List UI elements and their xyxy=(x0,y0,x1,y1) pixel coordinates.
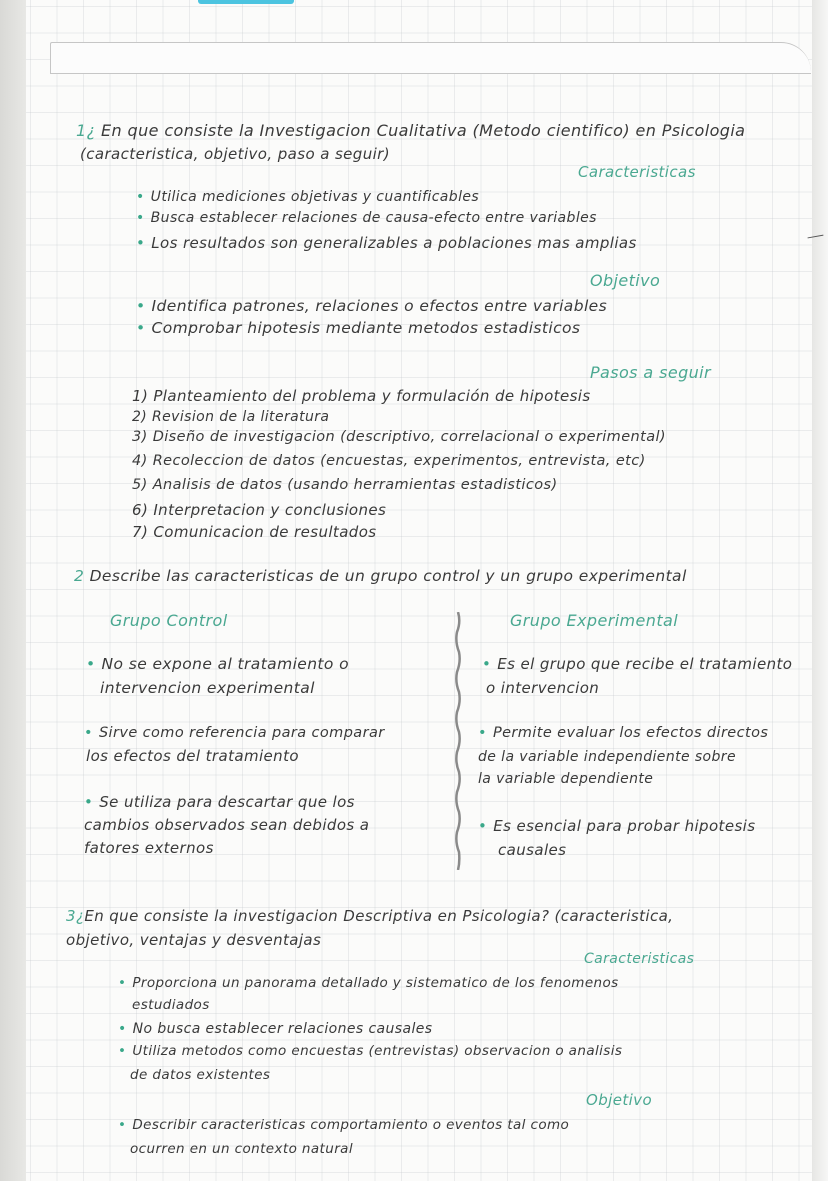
list-item-cont: de datos existentes xyxy=(130,1067,271,1083)
question-number: 1¿ xyxy=(76,121,96,140)
control-item-1 xyxy=(86,656,349,673)
list-item xyxy=(118,1022,432,1037)
control-item-3-cont: cambios observados sean debidos a xyxy=(84,816,370,834)
bullet-icon: • xyxy=(136,297,146,315)
experimental-item-1-cont: o intervencion xyxy=(486,679,600,697)
question-number: 2 xyxy=(74,567,85,585)
question-text: En que consiste la Investigacion Cualitativa (Metodo cientifico) en Psicologia xyxy=(100,121,746,140)
experimental-item-2-cont: la variable dependiente xyxy=(478,771,654,787)
experimental-item-3-cont: causales xyxy=(498,841,567,859)
question-text: Describe las caracteristicas de un grupo control y un grupo experimental xyxy=(89,567,687,585)
question-text: En que consiste la investigacion Descriptiva en Psicologia? (caracteristica, xyxy=(84,907,674,925)
step-item: 6) Interpretacion y conclusiones xyxy=(132,501,387,519)
list-item-text: No busca establecer relaciones causales xyxy=(132,1021,433,1037)
grupo-experimental-heading: Grupo Experimental xyxy=(510,611,679,630)
list-item-cont: ocurren en un contexto natural xyxy=(130,1141,353,1157)
list-item xyxy=(136,190,479,205)
step-item: 4) Recoleccion de datos (encuestas, experimentos, entrevista, etc) xyxy=(132,453,646,469)
list-item-cont: estudiados xyxy=(132,997,210,1013)
page-tab-marker xyxy=(198,0,294,4)
caracteristicas-heading: Caracteristicas xyxy=(578,163,696,181)
question-3-line-2: objetivo, ventajas y desventajas xyxy=(66,931,322,949)
pasos-heading: Pasos a seguir xyxy=(590,363,711,382)
list-item-text: Es el grupo que recibe el tratamiento xyxy=(497,655,793,673)
list-item-text: Utiliza metodos como encuestas (entrevistas) observacion o analisis xyxy=(132,1043,623,1059)
list-item-text: Permite evaluar los efectos directos xyxy=(492,725,769,741)
bullet-icon: • xyxy=(136,189,145,205)
experimental-item-1 xyxy=(482,656,792,673)
bullet-icon: • xyxy=(118,975,127,991)
list-item xyxy=(136,235,637,252)
control-item-3 xyxy=(84,794,355,811)
list-item xyxy=(136,298,607,315)
bullet-icon: • xyxy=(136,319,146,337)
bullet-icon: • xyxy=(136,210,145,226)
control-item-3-cont: fatores externos xyxy=(84,839,214,857)
list-item-text: Los resultados son generalizables a poblaciones mas amplias xyxy=(151,234,637,252)
list-item-text: Proporciona un panorama detallado y sistematico de los fenomenos xyxy=(132,975,619,991)
objetivo-heading: Objetivo xyxy=(590,271,661,290)
list-item-text: Sirve como referencia para comparar xyxy=(98,725,385,741)
question-1-line-1 xyxy=(76,122,745,140)
list-item-text: Identifica patrones, relaciones o efectos entre variables xyxy=(151,297,608,315)
list-item-text: Busca establecer relaciones de causa-efecto entre variables xyxy=(150,210,597,226)
control-item-2-cont: los efectos del tratamiento xyxy=(86,747,299,765)
bullet-icon: • xyxy=(84,725,93,741)
bullet-icon: • xyxy=(478,817,488,835)
bullet-icon: • xyxy=(84,793,94,811)
page-header-banner xyxy=(50,42,811,74)
bullet-icon: • xyxy=(478,725,487,741)
control-item-2 xyxy=(84,726,385,742)
bullet-icon: • xyxy=(118,1043,127,1059)
objetivo-heading: Objetivo xyxy=(586,1091,653,1109)
control-item-1-cont: intervencion experimental xyxy=(100,679,315,697)
bullet-icon: • xyxy=(118,1021,127,1037)
page-edge xyxy=(812,0,828,1181)
list-item xyxy=(118,1118,569,1133)
bullet-icon: • xyxy=(136,234,146,252)
question-number: 3¿ xyxy=(66,907,85,925)
experimental-item-3 xyxy=(478,818,755,835)
list-item xyxy=(118,1044,622,1059)
step-item: 2) Revision de la literatura xyxy=(132,409,330,425)
list-item xyxy=(136,211,597,226)
list-item-text: Utilica mediciones objetivas y cuantificables xyxy=(150,189,480,205)
list-item-text: Describir caracteristicas comportamiento o eventos tal como xyxy=(132,1117,570,1133)
grupo-control-heading: Grupo Control xyxy=(110,611,228,630)
step-item: 5) Analisis de datos (usando herramientas estadisticos) xyxy=(132,477,558,493)
bullet-icon: • xyxy=(482,655,492,673)
notebook-binding-edge xyxy=(0,0,26,1181)
list-item xyxy=(118,976,619,991)
list-item-text: No se expone al tratamiento o xyxy=(101,655,349,673)
caracteristicas-heading: Caracteristicas xyxy=(584,951,695,967)
experimental-item-2 xyxy=(478,726,768,742)
question-1-line-2: (caracteristica, objetivo, paso a seguir) xyxy=(80,145,391,163)
bullet-icon: • xyxy=(86,655,96,673)
question-3-line-1 xyxy=(66,908,673,925)
bullet-icon: • xyxy=(118,1117,127,1133)
list-item-text: Se utiliza para descartar que los xyxy=(99,793,355,811)
list-item-text: Es esencial para probar hipotesis xyxy=(493,817,756,835)
step-item: 1) Planteamiento del problema y formulación de hipotesis xyxy=(132,387,591,405)
experimental-item-2-cont: de la variable independiente sobre xyxy=(478,749,736,765)
step-item: 7) Comunicacion de resultados xyxy=(132,523,377,541)
question-2-line-1 xyxy=(74,568,687,585)
column-divider xyxy=(455,612,461,870)
step-item: 3) Diseño de investigacion (descriptivo, correlacional o experimental) xyxy=(132,429,666,445)
list-item xyxy=(136,320,580,337)
list-item-text: Comprobar hipotesis mediante metodos estadisticos xyxy=(151,319,581,337)
